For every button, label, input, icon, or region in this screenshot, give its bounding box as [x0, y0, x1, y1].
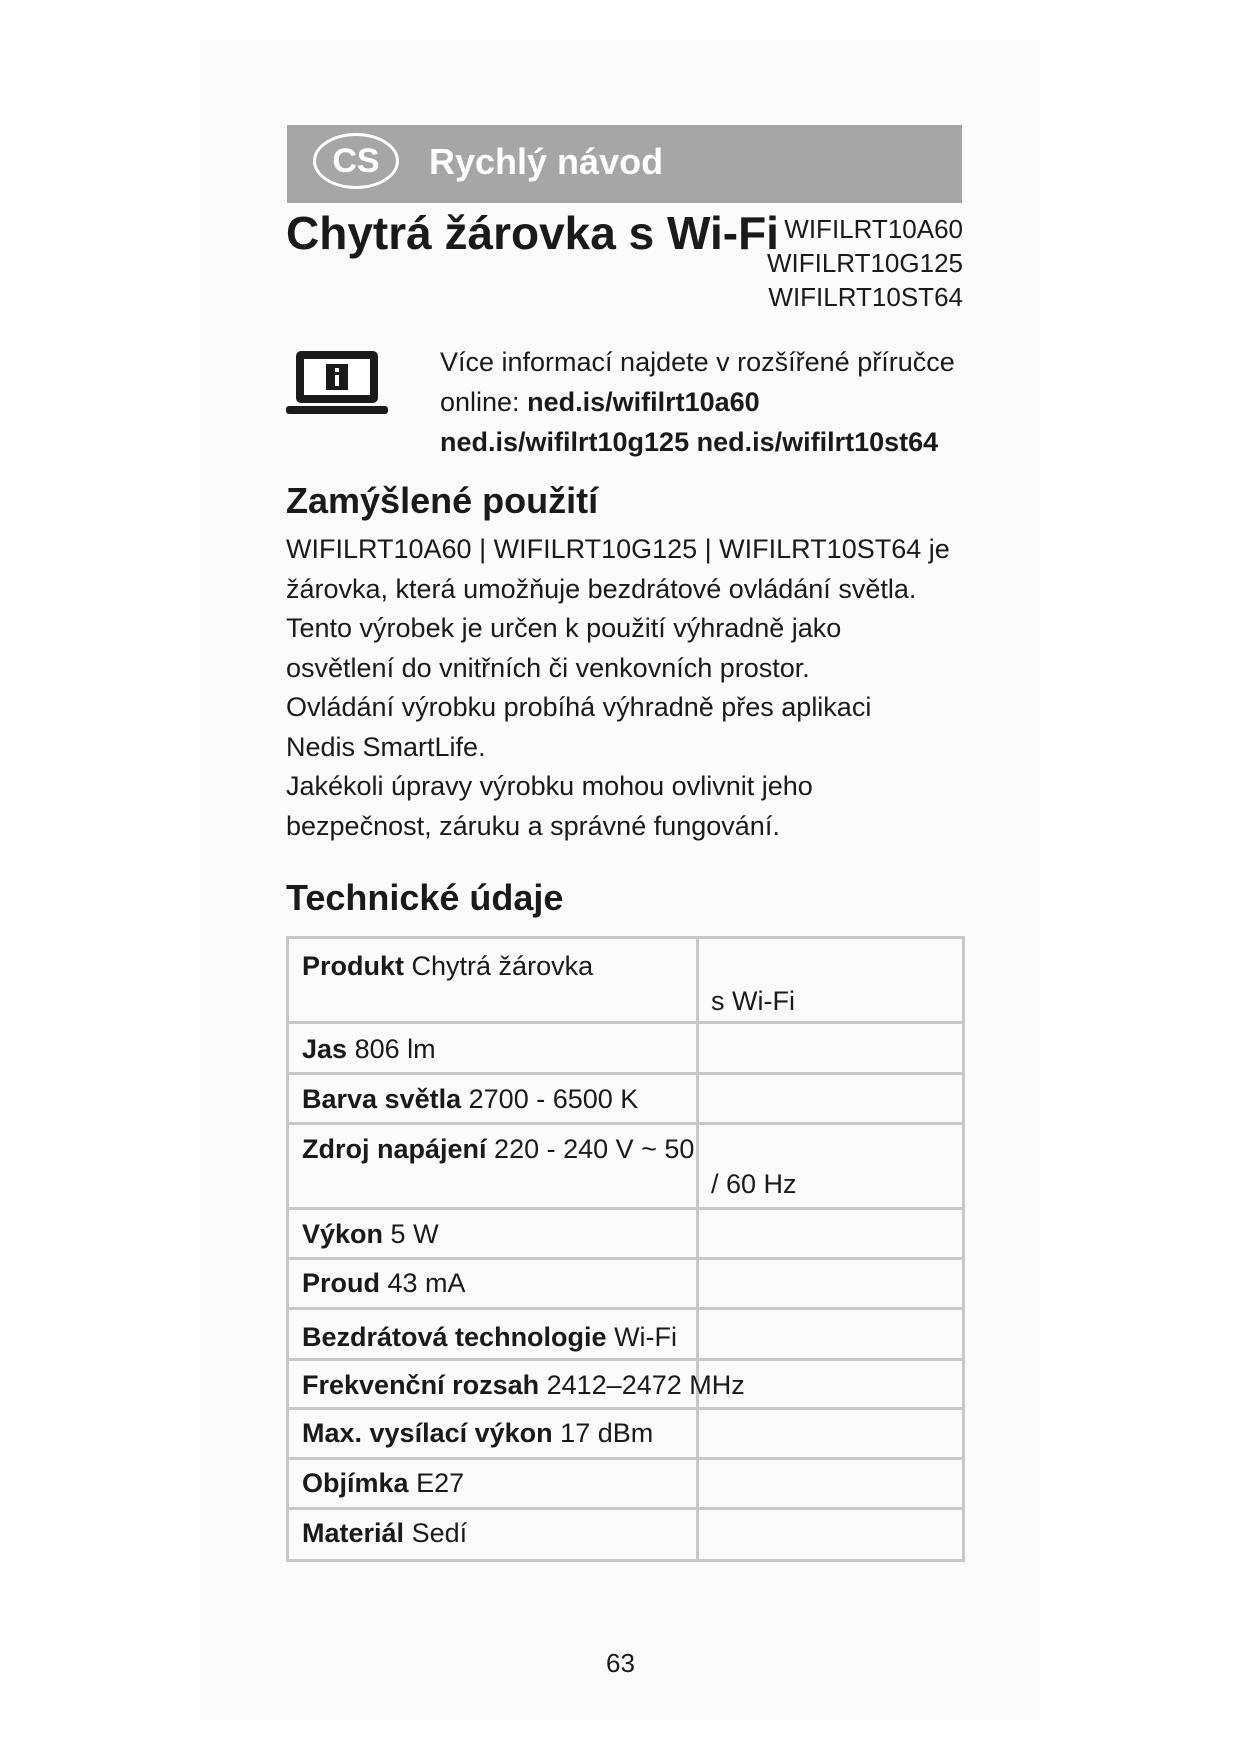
- technical-data-table: [286, 936, 965, 1562]
- table-row: [288, 1124, 964, 1209]
- table-row: [288, 1509, 964, 1561]
- manual-link[interactable]: ned.is/wifilrt10a60: [527, 387, 760, 417]
- spec-label-cell: Produkt Chytrá žárovka: [288, 938, 698, 1023]
- table-row: [288, 1360, 964, 1409]
- spec-extra-cell: [698, 1509, 964, 1561]
- laptop-info-icon: [286, 348, 388, 416]
- table-row: [288, 1259, 964, 1309]
- spec-label-cell: Výkon 5 W: [288, 1209, 698, 1259]
- spec-label-cell: Frekvenční rozsah 2412–2472 MHz: [288, 1360, 698, 1409]
- table-row: [288, 1309, 964, 1360]
- table-row: [288, 1459, 964, 1509]
- spec-label-cell: Bezdrátová technologie Wi-Fi: [288, 1309, 698, 1360]
- intended-use-heading: Zamýšlené použití: [286, 480, 599, 521]
- document-title: Chytrá žárovka s Wi-Fi: [286, 207, 779, 259]
- table-row: [288, 1074, 964, 1124]
- paragraph-line: Nedis SmartLife.: [286, 731, 486, 762]
- intended-use-text: [286, 530, 976, 846]
- header-bar: [287, 125, 962, 203]
- spec-label-cell: Max. vysílací výkon 17 dBm: [288, 1409, 698, 1459]
- table-row: [288, 938, 964, 1023]
- spec-label-cell: Objímka E27: [288, 1459, 698, 1509]
- spec-extra-cell: [698, 1023, 964, 1074]
- spec-extra-cell: [698, 1074, 964, 1124]
- spec-extra-cell: [698, 1309, 964, 1360]
- paragraph-line: WIFILRT10A60 | WIFILRT10G125 | WIFILRT10ST64 je: [286, 534, 950, 564]
- spec-label-cell: Zdroj napájení 220 - 240 V ~ 50: [288, 1124, 698, 1209]
- model-number: WIFILRT10ST64: [768, 282, 963, 312]
- spec-extra-cell: s Wi-Fi: [698, 938, 964, 1023]
- paragraph-line: Jakékoli úpravy výrobku mohou ovlivnit jeho: [286, 771, 813, 801]
- table-row: [288, 1409, 964, 1459]
- spec-label-cell: Proud 43 mA: [288, 1259, 698, 1309]
- model-number: WIFILRT10G125: [766, 248, 963, 278]
- model-list: [767, 212, 963, 314]
- paragraph-line: Tento výrobek je určen k použití výhradně jako: [286, 613, 842, 643]
- manual-link[interactable]: ned.is/wifilrt10g125: [440, 427, 690, 457]
- spec-extra-cell: [698, 1459, 964, 1509]
- online-manual-info: [440, 342, 980, 462]
- language-badge: CS: [313, 133, 399, 189]
- spec-label-cell: Barva světla 2700 - 6500 K: [288, 1074, 698, 1124]
- paragraph-line: bezpečnost, záruku a správné fungování.: [286, 810, 780, 841]
- table-row: [288, 1023, 964, 1074]
- manual-link[interactable]: ned.is/wifilrt10st64: [696, 427, 939, 457]
- paragraph-line: žárovka, která umožňuje bezdrátové ovládání světla.: [286, 573, 917, 604]
- table-row: [288, 1209, 964, 1259]
- info-text: Více informací najdete v rozšířené příručce online:: [440, 347, 955, 417]
- spec-label-cell: Materiál Sedí: [288, 1509, 698, 1561]
- page-number: 63: [606, 1648, 635, 1678]
- technical-data-heading: Technické údaje: [286, 877, 564, 918]
- spec-extra-cell: / 60 Hz: [698, 1124, 964, 1209]
- spec-extra-cell: [698, 1259, 964, 1309]
- spec-extra-cell: [698, 1409, 964, 1459]
- model-number: WIFILRT10A60: [784, 214, 963, 244]
- spec-label-cell: Jas 806 lm: [288, 1023, 698, 1074]
- header-title: Rychlý návod: [429, 141, 664, 182]
- paragraph-line: osvětlení do vnitřních či venkovních prostor.: [286, 652, 810, 683]
- paragraph-line: Ovládání výrobku probíhá výhradně přes aplikaci: [286, 692, 872, 722]
- spec-extra-cell: [698, 1209, 964, 1259]
